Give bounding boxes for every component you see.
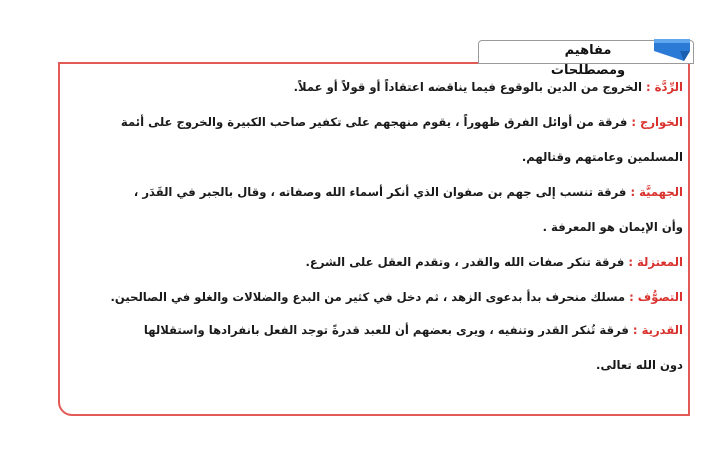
definition-text: فرقة تنسب إلى جهم بن صفوان الذي أنكر أسماء الله وصفاته ، وقال بالجبر في القَدَر ، — [133, 185, 631, 199]
definition-text: الخروج من الدين بالوقوع فيما يناقضه اعتقاداً أو قولاً أو عملاً. — [293, 80, 646, 94]
term-label: الخوارج : — [631, 115, 683, 129]
term-label: المعتزلة : — [628, 255, 683, 269]
definition-text: فرقة من أوائل الفرق ظهوراً ، يقوم منهجهم على تكفير صاحب الكبيرة والخروج على أئمة — [120, 115, 632, 129]
definition-line-tasawwuf — [63, 288, 683, 306]
definition-line-khawarij — [63, 113, 683, 131]
term-label: الجهميَّة : — [630, 185, 683, 199]
definition-text: دون الله تعالى. — [596, 358, 683, 372]
definition-line-continuation — [63, 148, 683, 166]
definition-line-qadariyya — [63, 321, 683, 339]
definition-line-mutazila — [63, 253, 683, 271]
term-label: التصوُّف : — [629, 290, 683, 304]
term-label: القدرية : — [632, 323, 683, 337]
definition-text: وأن الإيمان هو المعرفة . — [542, 220, 683, 234]
definition-line-jahmiyya — [63, 183, 683, 201]
definition-text: مسلك منحرف بدأ بدعوى الزهد ، ثم دخل في كثير من البدع والضلالات والغلو في الصالحين. — [110, 290, 630, 304]
definition-text: المسلمين وعامتهم وقتالهم. — [521, 150, 683, 164]
definition-line-continuation — [63, 356, 683, 374]
definition-text: فرقة تُنكر القدر وتنفيه ، ويرى بعضهم أن للعبد قدرةً توجد الفعل بانفرادها واستقلالها — [143, 323, 633, 337]
blue-ribbon-icon — [650, 33, 694, 65]
definition-line-continuation — [63, 218, 683, 236]
term-label: الرِّدَّة : — [645, 80, 683, 94]
section-title: مفاهيم ومصطلحات — [550, 43, 626, 78]
definition-text: فرقة تنكر صفات الله والقدر ، وتقدم العقل على الشرع. — [305, 255, 629, 269]
